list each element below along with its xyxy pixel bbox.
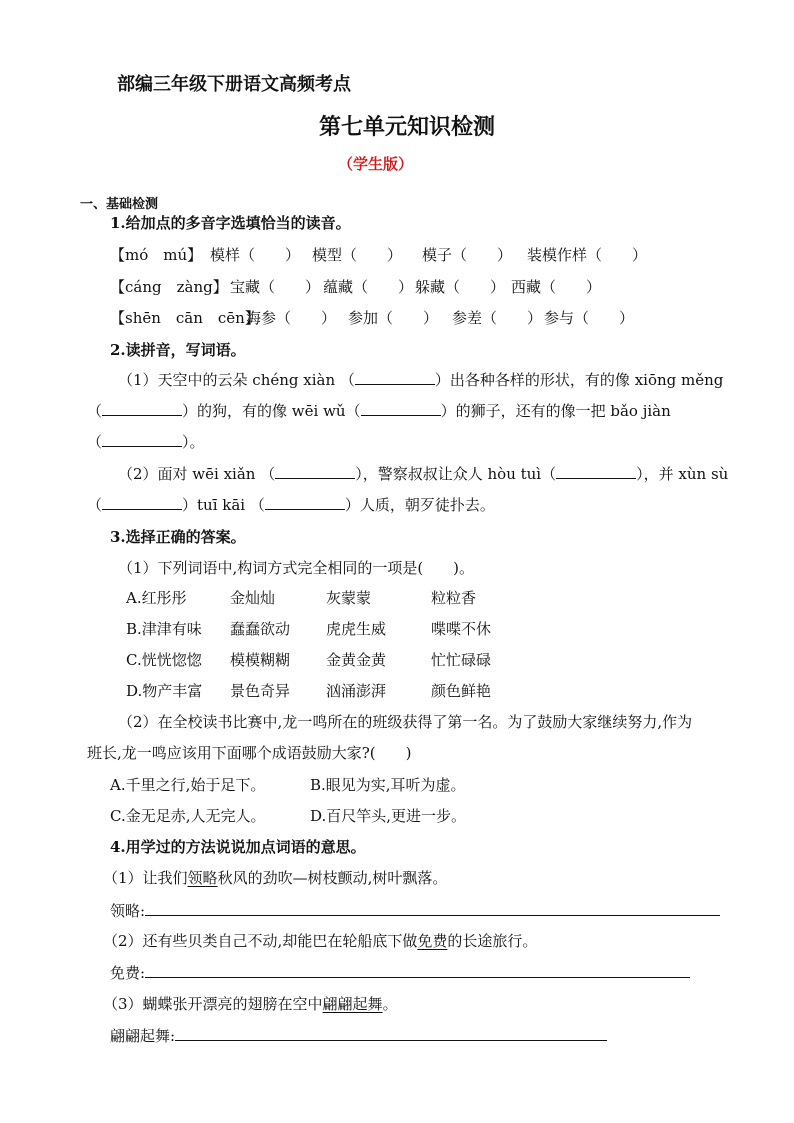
answer-label: 翩翩起舞: — [110, 1027, 176, 1045]
q2-p2-line1 — [118, 464, 728, 484]
q2-text: ）出各种各样的形状，有的像 xiōng měng — [434, 371, 724, 389]
q3-choice-row-1 — [110, 775, 466, 795]
section-heading: 一、基础检测 — [80, 197, 159, 212]
q4-title: 4.用学过的方法说说加点词语的意思。 — [110, 838, 366, 856]
choice-b[interactable]: B.眼见为实,耳听为虚。 — [310, 776, 466, 794]
answer-blank-weixian[interactable] — [275, 464, 355, 479]
option-word: 金灿灿 — [230, 589, 276, 607]
underlined-word: 翩翩起舞 — [322, 995, 383, 1013]
q2-text: ），警察叔叔让众人 hòu tuì（ — [355, 465, 557, 483]
q3-option-a[interactable] — [126, 588, 476, 608]
answer-blank-chengxian[interactable] — [355, 370, 435, 385]
q2-text: （ — [87, 402, 103, 420]
q3-option-d[interactable] — [126, 681, 491, 701]
edition-label: （学生版） — [338, 155, 414, 173]
series-title: 部编三年级下册语文高频考点 — [117, 74, 351, 95]
q2-text: ），并 xùn sù — [636, 465, 729, 483]
q2-text: （2）面对 wēi xiǎn （ — [118, 465, 276, 483]
q2-text: ）的狗，有的像 wēi wǔ（ — [182, 402, 361, 420]
answer-blank-xiongmeng[interactable] — [102, 401, 182, 416]
option-word: A.红彤彤 — [126, 589, 187, 607]
option-word: 金黄金黄 — [326, 651, 387, 669]
q1-row-2-item-1: 宝藏（ ） — [230, 278, 321, 296]
option-word: C.恍恍惚惚 — [126, 651, 202, 669]
q4-answer-3 — [110, 1025, 607, 1046]
q1-row-2-item-2: 蕴藏（ ） — [323, 278, 414, 296]
q1-row-3-item-3: 参差（ ） — [452, 309, 543, 327]
option-word: 喋喋不休 — [431, 620, 492, 638]
answer-blank-houtui[interactable] — [556, 464, 636, 479]
q2-text: ）tuī kāi （ — [182, 496, 265, 514]
q1-row-3-item-1: 海参（ ） — [246, 309, 337, 327]
answer-label: 领略: — [110, 902, 146, 920]
q3-sub2-line2: 班长,龙一鸣应该用下面哪个成语鼓励大家?( ) — [87, 744, 412, 762]
sentence-text: （2）还有些贝类自己不动,却能巴在轮船底下做 — [103, 932, 418, 950]
answer-label: 免费: — [110, 964, 146, 982]
answer-blank-tuikai[interactable] — [265, 495, 345, 510]
q3-option-b[interactable] — [126, 619, 491, 639]
q1-row-2-item-4: 西藏（ ） — [511, 278, 602, 296]
option-word: 虎虎生威 — [326, 620, 387, 638]
q3-option-c[interactable] — [126, 650, 491, 670]
sentence-text: 的长途旅行。 — [447, 932, 538, 950]
q1-row-1-item-3: 模子（ ） — [422, 246, 513, 264]
q2-text: ）人质，朝歹徒扑去。 — [344, 496, 495, 514]
q1-row-1-item-1: 模样（ ） — [210, 246, 301, 264]
choice-a[interactable]: A.千里之行,始于足下。 — [110, 776, 266, 794]
q1-row-1 — [110, 245, 647, 265]
q1-title: 1.给加点的多音字选填恰当的读音。 — [110, 214, 351, 232]
option-word: B.津津有味 — [126, 620, 202, 638]
q4-answer-1 — [110, 900, 720, 921]
option-word: 灰蒙蒙 — [326, 589, 372, 607]
q3-title: 3.选择正确的答案。 — [110, 528, 246, 546]
q2-p2-line2 — [87, 495, 495, 515]
q1-row-3-options: 【shēn cān cēn】 — [110, 309, 260, 327]
choice-d[interactable]: D.百尺竿头,更进一步。 — [310, 807, 467, 825]
underlined-word: 免费 — [417, 932, 448, 950]
option-word: D.物产丰富 — [126, 682, 203, 700]
option-word: 景色奇异 — [230, 682, 291, 700]
q1-row-3 — [110, 308, 634, 328]
q3-choice-row-2 — [110, 806, 466, 826]
q1-row-1-item-4: 装模作样（ ） — [527, 246, 648, 264]
answer-line-1[interactable] — [145, 900, 720, 916]
q4-sentence-3 — [103, 994, 398, 1014]
q2-text: （1）天空中的云朵 chéng xiàn （ — [118, 371, 355, 389]
page-title: 第七单元知识检测 — [319, 115, 496, 140]
q1-row-2-options: 【cáng zàng】 — [110, 278, 228, 296]
option-word: 蠢蠢欲动 — [230, 620, 291, 638]
q3-sub2-line1: （2）在全校读书比赛中,龙一鸣所在的班级获得了第一名。为了鼓励大家继续努力,作为 — [118, 713, 693, 731]
q4-answer-2 — [110, 962, 690, 983]
option-word: 忙忙碌碌 — [431, 651, 492, 669]
answer-line-2[interactable] — [145, 962, 690, 978]
q1-row-2 — [110, 277, 601, 297]
sentence-text: （1）让我们 — [103, 869, 188, 887]
q2-text: ）的狮子，还有的像一把 bǎo jiàn — [440, 402, 671, 420]
q1-row-3-item-4: 参与（ ） — [544, 309, 635, 327]
q4-sentence-2 — [103, 931, 537, 951]
answer-blank-xunsu[interactable] — [102, 495, 182, 510]
q2-text: （ — [87, 433, 103, 451]
option-word: 颜色鲜艳 — [431, 682, 492, 700]
q1-row-1-item-2: 模型（ ） — [312, 246, 403, 264]
option-word: 粒粒香 — [431, 589, 477, 607]
option-word: 汹涌澎湃 — [326, 682, 387, 700]
q2-text: （ — [87, 496, 103, 514]
option-word: 模模糊糊 — [230, 651, 291, 669]
answer-blank-weiwu[interactable] — [361, 401, 441, 416]
answer-blank-baojian[interactable] — [102, 432, 182, 447]
q1-row-3-item-2: 参加（ ） — [348, 309, 439, 327]
q4-sentence-1 — [103, 868, 447, 888]
sentence-text: （3）蝴蝶张开漂亮的翅膀在空中 — [103, 995, 323, 1013]
choice-c[interactable]: C.金无足赤,人无完人。 — [110, 807, 266, 825]
sentence-text: 秋风的劲吹—树枝颤动,树叶飘落。 — [217, 869, 448, 887]
q2-text: ）。 — [182, 433, 205, 451]
q2-p1-line1 — [118, 370, 723, 390]
q2-p1-line2 — [87, 401, 671, 421]
q3-sub1: （1）下列词语中,构词方式完全相同的一项是( )。 — [118, 559, 475, 577]
q1-row-1-options: 【mó mú】 — [110, 246, 203, 264]
answer-line-3[interactable] — [175, 1025, 607, 1041]
underlined-word: 领略 — [187, 869, 218, 887]
q2-title: 2.读拼音，写词语。 — [110, 341, 246, 359]
q2-p1-line3 — [87, 432, 205, 452]
q1-row-2-item-3: 躲藏（ ） — [415, 278, 506, 296]
sentence-text: 。 — [382, 995, 398, 1013]
